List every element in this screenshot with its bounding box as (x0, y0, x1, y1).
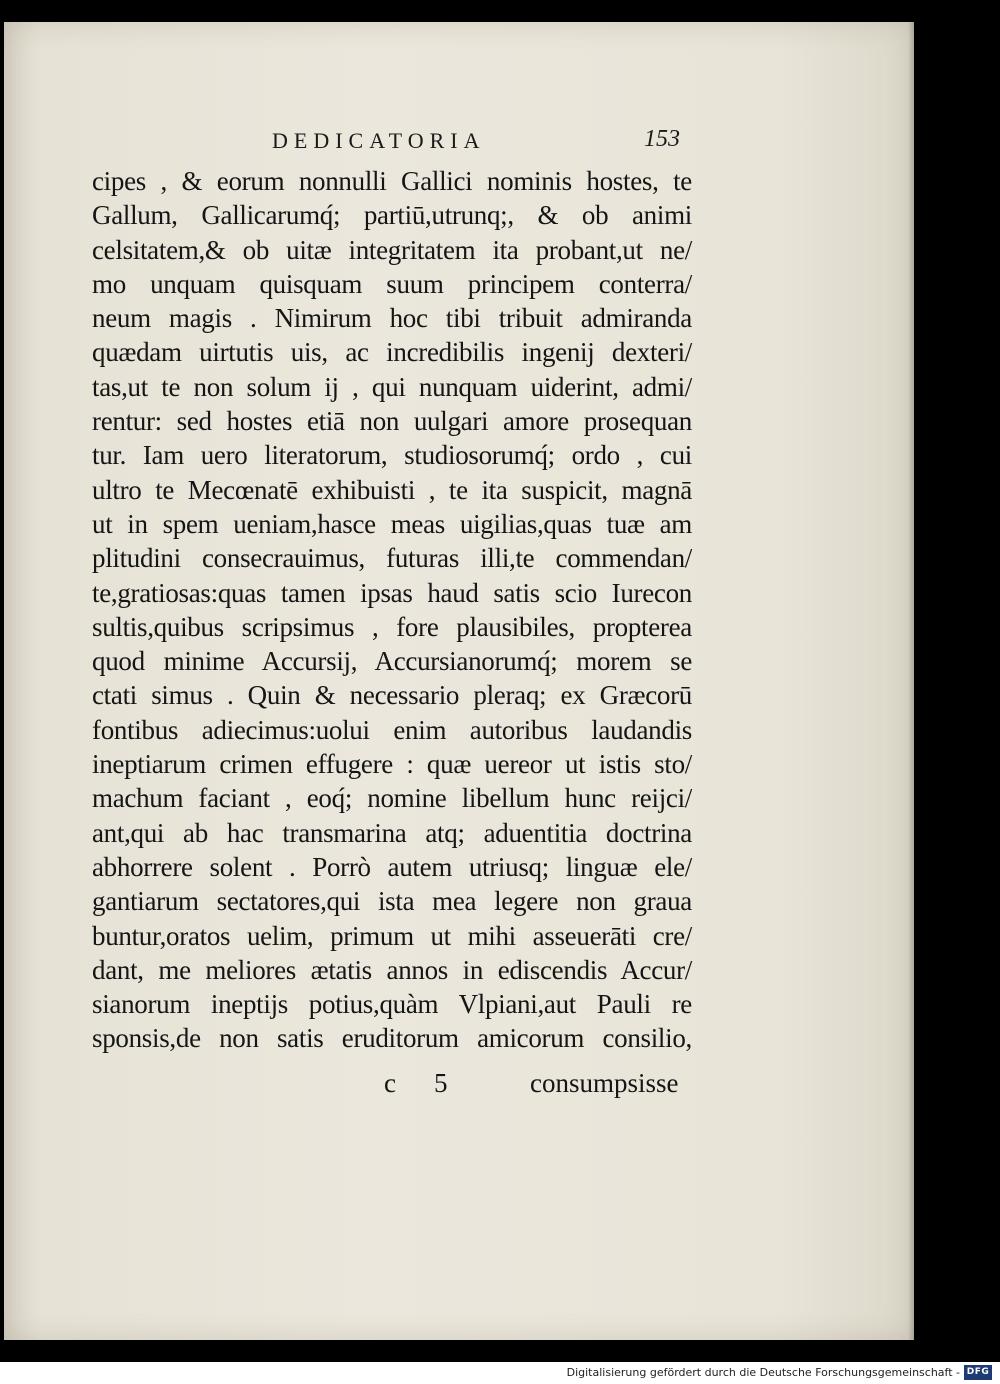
body-text (92, 164, 692, 1056)
text-line: te,gratiosas:quas tamen ipsas haud satis scio Iurecon (92, 577, 692, 608)
text-line: sianorum ineptijs potius,quàm Vlpiani,aut Pauli re (92, 989, 692, 1020)
text-line: machum faciant , eoq́; nomine libellum hunc reijci/ (92, 783, 692, 814)
text-line: ant,qui ab hac transmarina atq; aduentitia doctrina (92, 817, 692, 848)
signature-line (384, 1068, 684, 1102)
text-line: sultis,quibus scripsimus , fore plausibiles, propterea (92, 611, 692, 642)
text-line: ultro te Mecœnatē exhibuisti , te ita suspicit, magnā (92, 474, 692, 505)
text-line: fontibus adiecimus:uolui enim autoribus laudandis (92, 714, 692, 745)
signature-mark: c (384, 1068, 396, 1098)
text-line: rentur: sed hostes etiā non uulgari amore prosequan (92, 406, 692, 437)
footer-bar (0, 1362, 1000, 1384)
footer-credit: Digitalisierung gefördert durch die Deutsche Forschungsgemeinschaft - (566, 1366, 960, 1379)
text-line: buntur,oratos uelim, primum ut mihi asseuerāti cre/ (92, 920, 692, 951)
text-line: sponsis,de non satis eruditorum amicorum consilio, (92, 1023, 692, 1054)
text-line: ut in spem ueniam,hasce meas uigilias,quas tuæ am (92, 508, 692, 539)
text-line: mo unquam quisquam suum principem conterra/ (92, 268, 692, 299)
signature-number: 5 (434, 1068, 448, 1098)
text-line: plitudini consecrauimus, futuras illi,te commendan/ (92, 543, 692, 574)
text-line: abhorrere solent . Porrò autem utriusq; linguæ ele/ (92, 851, 692, 882)
text-line: ineptiarum crimen effugere : quæ uereor ut istis sto/ (92, 749, 692, 780)
text-line: dant, me meliores ætatis annos in ediscendis Accur/ (92, 954, 692, 985)
catchword: consumpsisse (530, 1068, 679, 1098)
dfg-logo: DFG (964, 1365, 992, 1380)
running-head: DEDICATORIA (272, 128, 486, 153)
text-line: neum magis . Nimirum hoc tibi tribuit admiranda (92, 303, 692, 334)
text-line: quædam uirtutis uis, ac incredibilis ingenij dexteri/ (92, 337, 692, 368)
text-line: tur. Iam uero literatorum, studiosorumq́; ordo , cui (92, 440, 692, 471)
text-line: ctati simus . Quin & necessario pleraq; ex Græcorū (92, 680, 692, 711)
text-line: gantiarum sectatores,qui ista mea legere non graua (92, 886, 692, 917)
page-number: 153 (644, 126, 680, 152)
text-line: cipes , & eorum nonnulli Gallici nominis hostes, te (92, 166, 692, 196)
text-line: Gallum, Gallicarumq́; partiū,utrunq;, & ob animi (92, 200, 692, 231)
text-line: tas,ut te non solum ij , qui nunquam uiderint, admi/ (92, 371, 692, 402)
text-line: celsitatem,& ob uitæ integritatem ita probant,ut ne/ (92, 234, 692, 265)
text-line: quod minime Accursij, Accursianorumq́; morem se (92, 646, 692, 677)
book-page (4, 22, 914, 1340)
